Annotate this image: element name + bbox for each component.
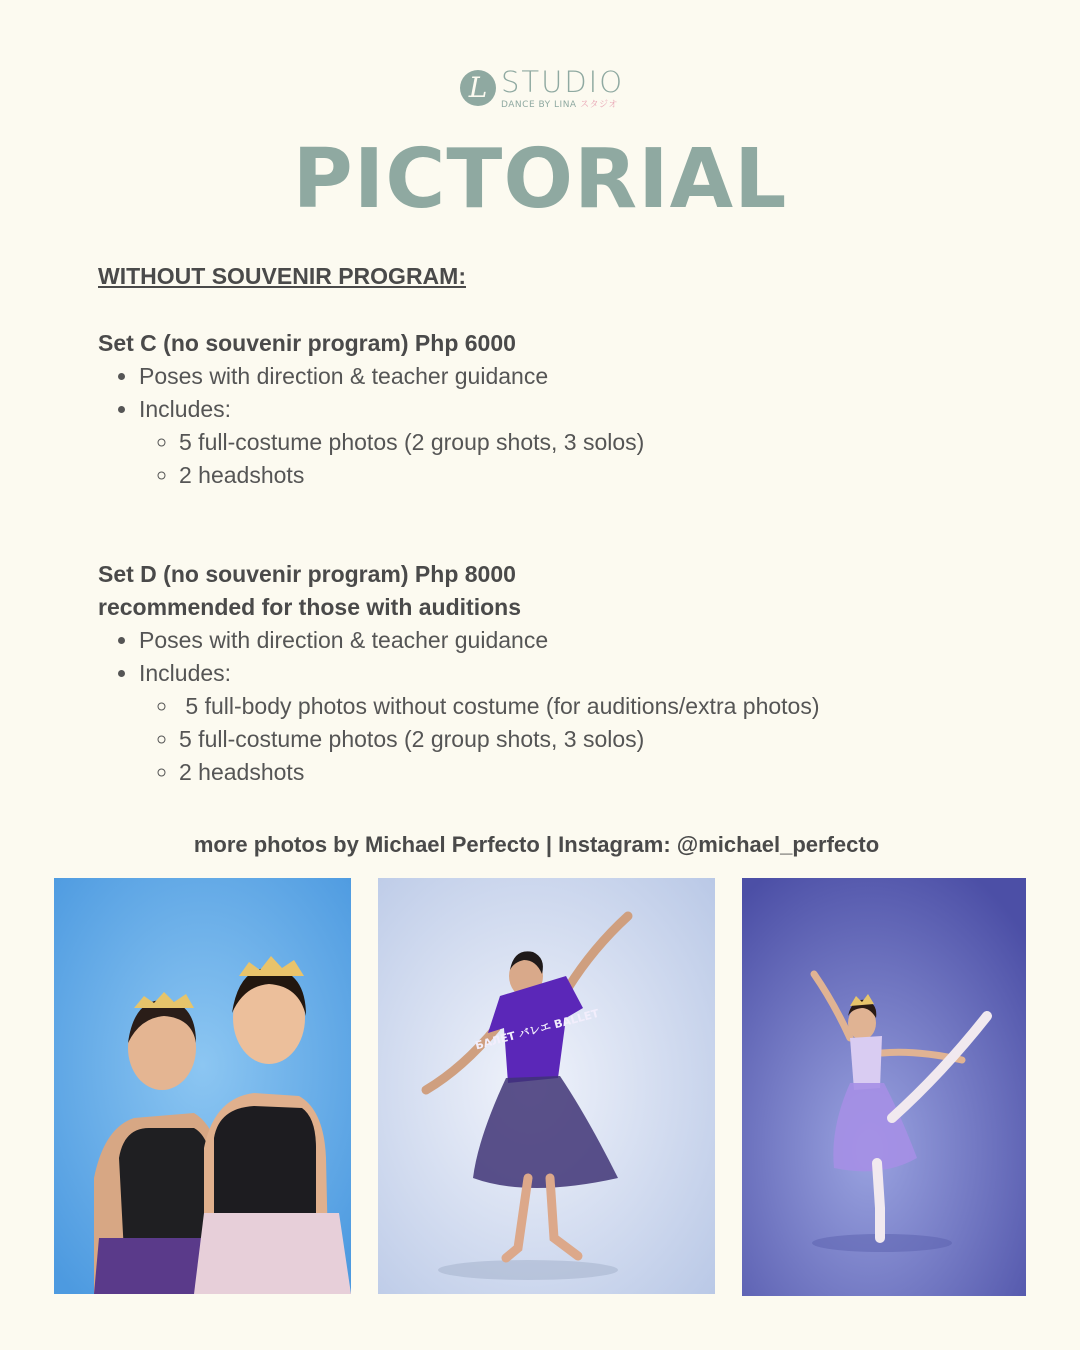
set-c-title: Set C (no souvenir program) Php 6000 xyxy=(98,330,516,356)
pricing-content xyxy=(98,260,998,789)
page-title: PICTORIAL xyxy=(292,132,788,227)
set-c-block xyxy=(98,327,998,492)
list-item: • Includes: ◦ 5 full-costume photos (2 group shots, 3 solos) ◦ 2 headshots xyxy=(139,393,998,492)
list-item: ◦ 5 full-body photos without costume (for auditions/extra photos) xyxy=(179,690,998,723)
list-item: ◦ 5 full-costume photos (2 group shots, 3 solos) xyxy=(179,426,998,459)
list-item: ◦ 2 headshots xyxy=(179,756,998,789)
set-d-subtitle: recommended for those with auditions xyxy=(98,594,521,620)
section-heading: WITHOUT SOUVENIR PROGRAM: xyxy=(98,263,466,289)
list-item: • Poses with direction & teacher guidance xyxy=(139,360,998,393)
list-item: • Includes: ◦ 5 full-body photos without costume (for auditions/extra photos) ◦ 5 full-costume photos (2 group shots, 3 solos) ◦ 2 headshots xyxy=(139,657,998,789)
list-item: • Poses with direction & teacher guidance xyxy=(139,624,998,657)
list-item: ◦ 2 headshots xyxy=(179,459,998,492)
logo-wordmark: STUDIO xyxy=(501,65,625,99)
logo-mark-icon: L xyxy=(460,70,496,106)
set-d-list xyxy=(98,624,998,789)
set-d-title: Set D (no souvenir program) Php 8000 xyxy=(98,561,516,587)
photo-credit: more photos by Michael Perfecto | Instagram: @michael_perfecto xyxy=(193,832,880,857)
photo-two-dancers xyxy=(54,878,351,1294)
list-item: ◦ 5 full-costume photos (2 group shots, 3 solos) xyxy=(179,723,998,756)
set-d-block xyxy=(98,558,998,789)
set-c-includes xyxy=(139,426,998,492)
logo-subtitle: DANCE BY LINA スタジオ xyxy=(501,100,618,110)
shirt-print: БАЛЕТ バレエ BALLET xyxy=(473,1006,601,1053)
set-c-list xyxy=(98,360,998,492)
set-d-includes xyxy=(139,690,998,789)
photo-dancer-purple-shirt xyxy=(378,878,715,1294)
studio-logo xyxy=(460,66,630,112)
photo-dancer-arabesque xyxy=(742,878,1026,1296)
